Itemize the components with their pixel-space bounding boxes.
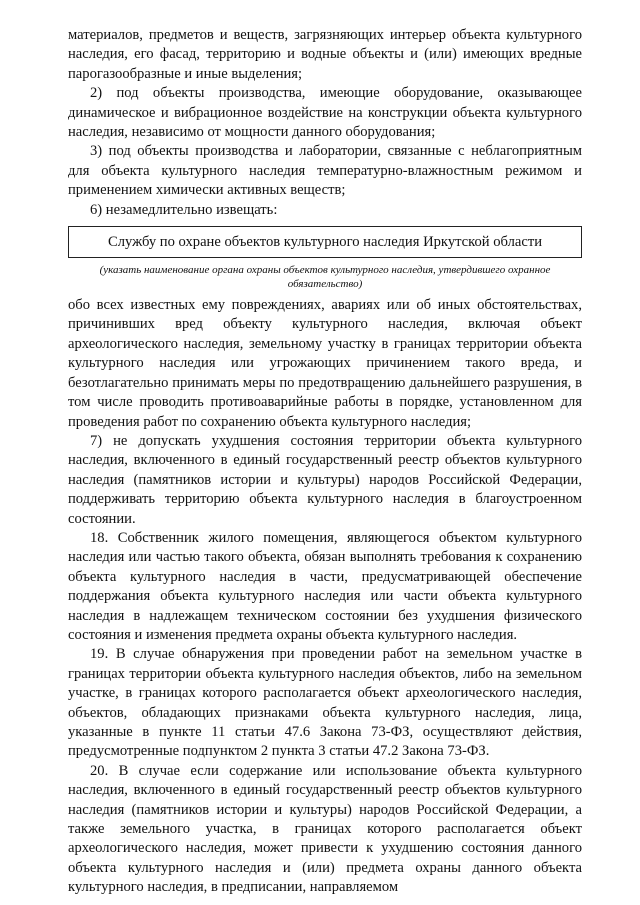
paragraph-section-19: 19. В случае обнаружения при проведении работ на земельном участке в границах территории объекта культурного наследия объектов, либо на земельном участке, в границах которого располагается объект археологического наследия, объектов, обладающих признаками объекта культурного наследия, лица, указанные в пункте 11 статьи 47.6 Закона 73-ФЗ, осуществляют действия, предусмотренные подпунктом 2 пункта 3 статьи 47.2 Закона 73-ФЗ.: [68, 646, 582, 760]
paragraph-section-18: 18. Собственник жилого помещения, являющегося объектом культурного наследия или частью такого объекта, обязан выполнять требования к сохранению объекта культурного наследия в части, предусматривающей обеспечение поддержания объекта культурного наследия или части объекта культурного наследия в надлежащем техническом состоянии без ухудшения физического состояния и изменения предмета охраны объекта культурного наследия.: [68, 529, 582, 643]
paragraph-item-3: 3) под объекты производства и лаборатории, связанные с неблагоприятным для объекта культурного наследия температурно-влажностным режимом и применением химически активных веществ;: [68, 143, 582, 199]
paragraph-continuation: материалов, предметов и веществ, загрязняющих интерьер объекта культурного наследия, его фасад, территорию и водные объекты и (или) имеющих вредные парогазообразные и иные выделения;: [68, 27, 582, 82]
paragraph-notify-details: обо всех известных ему повреждениях, авариях или об иных обстоятельствах, причинивших вред объекту культурного наследия, включая объект археологического наследия, земельному участку в границах территории объекта культурного наследия или угрожающих причинением такого вреда, и безотлагательно принимать меры по предотвращению дальнейшего разрушения, в том числе проводить противоаварийные работы в порядке, установленном для проведения работ по сохранению объекта культурного наследия;: [68, 297, 582, 430]
paragraph-section-20: 20. В случае если содержание или использование объекта культурного наследия, включенного в единый государственный реестр объектов культурного наследия (памятников истории и культуры) народов Российской Федерации, а также земельного участка, в границах которого располагается объект археологического наследия, может привести к ухудшению состояния данного объекта культурного наследия и (или) предмета охраны данного объекта культурного наследия, в предписании, направляемом: [68, 762, 582, 896]
paragraph-item-6: 6) незамедлительно извещать:: [90, 201, 278, 218]
paragraph-item-7: 7) не допускать ухудшения состояния территории объекта культурного наследия, включенного в единый государственный реестр объектов культурного наследия (памятников истории и культуры) народов Российской Федерации, поддерживать территорию объекта культурного наследия в благоустроенном состоянии.: [68, 432, 582, 527]
authority-note: (указать наименование органа охраны объектов культурного наследия, утвердившего охранное обязательство): [99, 264, 551, 291]
paragraph-item-2: 2) под объекты производства, имеющие оборудование, оказывающее динамическое и вибрационное воздействие на конструкции объекта культурного наследия, независимо от мощности данного оборудования;: [68, 85, 582, 141]
authority-name-box: Службу по охране объектов культурного наследия Иркутской области: [68, 226, 582, 258]
